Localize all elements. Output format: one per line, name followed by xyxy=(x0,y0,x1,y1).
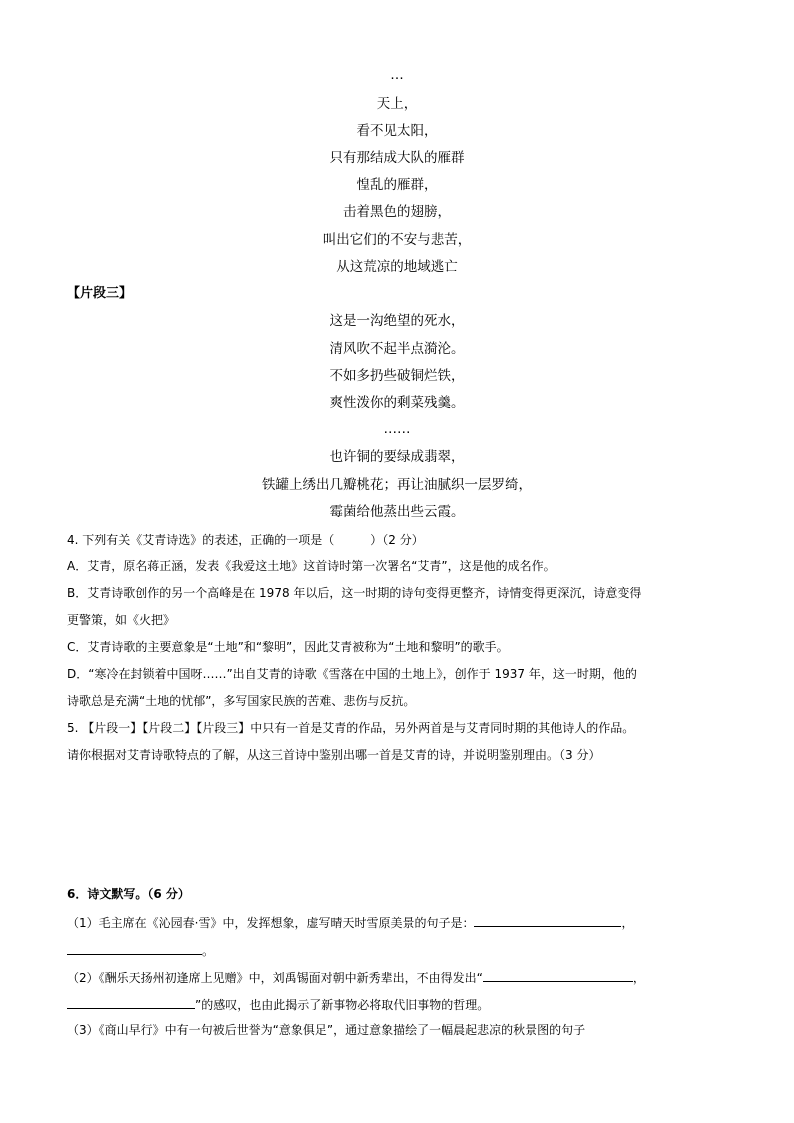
q6-item2-cont xyxy=(67,994,489,1014)
answer-blank[interactable] xyxy=(67,994,195,1009)
q6-heading: 6．诗文默写。（6 分） xyxy=(67,887,190,901)
fragment3-heading: 【片段三】 xyxy=(67,286,133,301)
q6-item2-comma: ， xyxy=(632,971,645,985)
poem-line: 只有那结成大队的雁群 xyxy=(329,150,465,166)
q6-item3: （3）《商山早行》中有一句被后世誉为“意象俱足”，通过意象描绘了一幅晨起悲凉的秋景图的句子 xyxy=(67,1023,586,1037)
poem-line: … xyxy=(390,67,404,83)
q6-item1-comma: ， xyxy=(621,916,634,930)
q6-item1-end: 。 xyxy=(202,944,215,958)
q6-item2 xyxy=(67,967,645,987)
q6-item2-cont-text: ”的感叹，也由此揭示了新事物必将取代旧事物的哲理。 xyxy=(195,998,490,1012)
q6-item1-text: （1）毛主席在《沁园春·雪》中，发挥想象，虚写晴天时雪原美景的句子是： xyxy=(67,916,475,930)
q6-item1-cont xyxy=(67,940,214,960)
q4-stem: 4. 下列有关《艾青诗选》的表述，正确的一项是（ ）（2 分） xyxy=(67,533,424,547)
poem-line: 铁罐上绣出几瓣桃花；再让油腻织一层罗绮， xyxy=(262,477,532,493)
q4-option-d-cont: 诗歌总是充满“土地的忧郁”，多写国家民族的苦难、悲伤与反抗。 xyxy=(67,694,416,708)
poem-line: 爽性泼你的剩菜残羹。 xyxy=(329,395,465,411)
poem-line: 惶乱的雁群， xyxy=(356,177,438,193)
q6-item2-text: （2）《酬乐天扬州初逢席上见赠》中，刘禹锡面对朝中新秀辈出，不由得发出“ xyxy=(67,971,483,985)
answer-blank[interactable] xyxy=(483,967,633,982)
q4-option-b-cont: 更警策，如《火把》 xyxy=(67,613,176,627)
q4-option-b: B．艾青诗歌创作的另一个高峰是在 1978 年以后，这一时期的诗句变得更整齐，诗情变得更深沉，诗意变得 xyxy=(67,586,642,600)
q6-item1 xyxy=(67,912,633,932)
poem-line: 不如多扔些破铜烂铁， xyxy=(329,368,465,384)
poem-line: 清风吹不起半点漪沦。 xyxy=(329,341,465,357)
poem-line: 叫出它们的不安与悲苦， xyxy=(322,232,472,248)
answer-blank[interactable] xyxy=(474,912,621,927)
answer-blank[interactable] xyxy=(67,940,202,955)
poem-line: 击着黑色的翅膀， xyxy=(343,204,451,220)
poem-line: 从这荒凉的地域逃亡 xyxy=(336,259,458,275)
q4-option-c: C．艾青诗歌的主要意象是“土地”和“黎明”，因此艾青被称为“土地和黎明”的歌手。 xyxy=(67,640,509,654)
poem-line: 霉菌给他蒸出些云霞。 xyxy=(329,504,465,520)
poem-line: 天上， xyxy=(376,96,418,112)
poem-line: 这是一沟绝望的死水， xyxy=(329,313,465,329)
q5-stem-cont: 请你根据对艾青诗歌特点的了解，从这三首诗中鉴别出哪一首是艾青的诗，并说明鉴别理由。（3 分） xyxy=(67,748,601,762)
q4-option-a: A．艾青，原名蒋正涵，发表《我爱这土地》这首诗时第一次署名“艾青”，这是他的成名作。 xyxy=(67,559,556,573)
q4-option-d: D．“寒冷在封锁着中国呀……”出自艾青的诗歌《雪落在中国的土地上》，创作于 1937 年，这一时期，他的 xyxy=(67,667,637,681)
poem-line: 也许铜的要绿成翡翠， xyxy=(329,449,465,465)
q5-stem: 5. 【片段一】【片段二】【片段三】中只有一首是艾青的作品，另外两首是与艾青同时期的其他诗人的作品。 xyxy=(67,721,635,735)
poem-line: 看不见太阳， xyxy=(356,123,438,139)
poem-line: …… xyxy=(383,421,411,437)
